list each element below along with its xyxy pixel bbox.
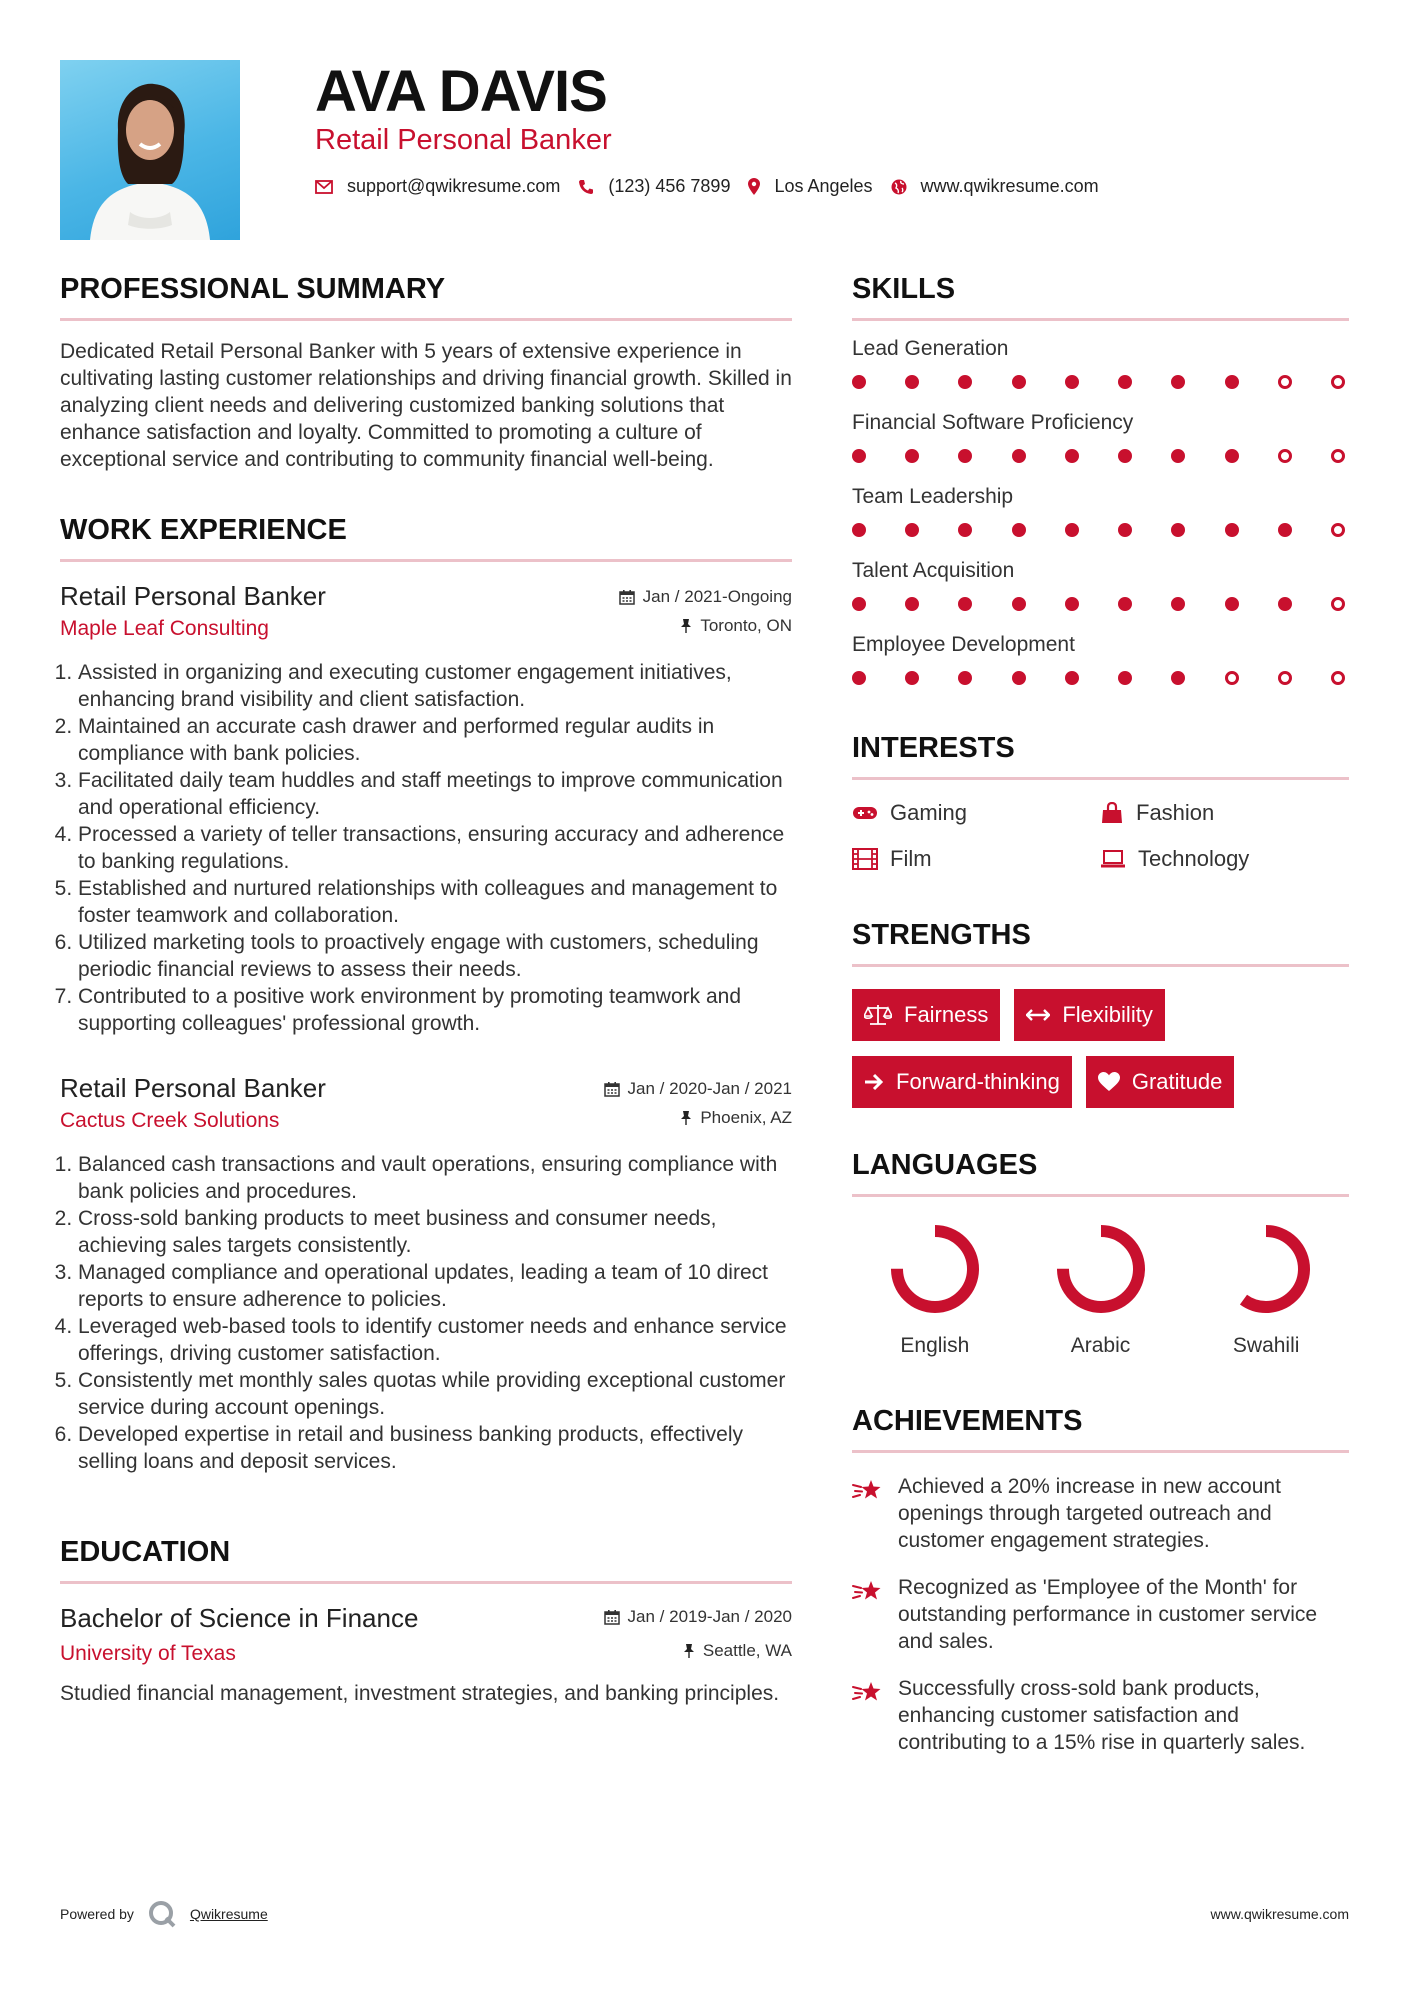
job-location [680, 615, 792, 637]
footer-branding [60, 1900, 268, 1928]
rating-dot-filled [852, 375, 866, 389]
rating-dot-filled [958, 597, 972, 611]
strength-tag [852, 1056, 1072, 1108]
summary-text: Dedicated Retail Personal Banker with 5 years of extensive experience in cultivating lasting customer relationships and driving financial growth. Skilled in analyzing client needs and delivering customized banking solutions that enhance satisfaction and loyalty. Committed to promoting a culture of exceptional service and contributing to community financial well-being. [60, 340, 792, 471]
person-portrait-icon [60, 60, 240, 240]
language-item [852, 1219, 1018, 1358]
calendar-icon [604, 1609, 620, 1625]
section-divider [60, 318, 792, 321]
skill-rating [852, 523, 1345, 537]
rating-dot-filled [1171, 449, 1185, 463]
section-divider [852, 1194, 1349, 1197]
summary-heading: PROFESSIONAL SUMMARY [60, 273, 446, 305]
rating-dot-filled [1278, 597, 1292, 611]
arrows-horizontal-icon [1026, 1008, 1050, 1022]
summary-section [60, 270, 792, 473]
qwikresume-link[interactable]: Qwikresume [189, 1906, 268, 1922]
rating-dot-filled [1118, 375, 1132, 389]
candidate-title: Retail Personal Banker [315, 124, 612, 156]
language-item [1183, 1219, 1349, 1358]
rating-dot-filled [1118, 671, 1132, 685]
language-label: Arabic [1070, 1334, 1131, 1357]
section-divider [852, 318, 1349, 321]
location-text: Los Angeles [774, 176, 873, 196]
rating-dot-filled [958, 375, 972, 389]
rating-dot-filled [905, 449, 919, 463]
job-bullet-item: 1. Balanced cash transactions and vault operations, ensuring compliance with bank policies and procedures. [78, 1151, 792, 1205]
job-bullet-item: 1. Assisted in organizing and executing customer engagement initiatives, enhancing brand visibility and client satisfaction. [78, 659, 792, 713]
rating-dot-filled [905, 671, 919, 685]
job-bullets [60, 1151, 792, 1475]
job-location [680, 1107, 792, 1129]
skill-name: Talent Acquisition [852, 559, 1015, 582]
skills-list [852, 335, 1349, 685]
skills-heading: SKILLS [852, 273, 956, 305]
rating-dot-filled [1012, 597, 1026, 611]
rating-dot-filled [1012, 671, 1026, 685]
rating-dot-filled [1065, 375, 1079, 389]
rating-dot-filled [1065, 597, 1079, 611]
map-pin-icon [748, 178, 760, 195]
education-location-text: Seattle, WA [702, 1641, 792, 1660]
rating-dot-empty [1331, 597, 1345, 611]
achievements-section [852, 1402, 1349, 1756]
section-divider [60, 559, 792, 562]
email-text: support@qwikresume.com [347, 176, 561, 196]
job-title: Retail Personal Banker [60, 581, 326, 611]
skill-name: Team Leadership [852, 485, 1014, 508]
rating-dot-filled [1225, 523, 1239, 537]
skill-name: Financial Software Proficiency [852, 411, 1134, 434]
rating-dot-filled [1065, 671, 1079, 685]
globe-icon [891, 179, 907, 195]
skill-item [852, 631, 1349, 685]
job-entry [60, 1072, 792, 1475]
job-bullet-item: 2. Maintained an accurate cash drawer and performed regular audits in compliance with bank policies. [78, 713, 792, 767]
interest-label: Film [890, 846, 932, 871]
rating-dot-filled [1118, 449, 1132, 463]
skill-item [852, 409, 1349, 463]
pushpin-icon [683, 1643, 695, 1659]
job-bullet-item: 4. Leveraged web-based tools to identify customer needs and enhance service offerings, driving customer satisfaction. [78, 1313, 792, 1367]
job-bullet-item: 2. Cross-sold banking products to meet business and consumer needs, achieving sales targets consistently. [78, 1205, 792, 1259]
rating-dot-filled [1225, 449, 1239, 463]
left-column [60, 270, 792, 1707]
achievement-item [852, 1675, 1349, 1756]
rating-dot-filled [1012, 523, 1026, 537]
strength-label: Gratitude [1131, 1069, 1223, 1094]
job-bullet-item: 5. Established and nurtured relationships with colleagues and management to foster teamwork and collaboration. [78, 875, 792, 929]
envelope-icon [315, 180, 333, 194]
interest-item [1100, 800, 1348, 826]
job-dates-text: Jan / 2021-Ongoing [642, 587, 792, 606]
education-dates-text: Jan / 2019-Jan / 2020 [627, 1607, 792, 1626]
section-divider [852, 964, 1349, 967]
powered-by-text: Powered by [60, 1906, 134, 1922]
job-bullet-item: 5. Consistently met monthly sales quotas while providing exceptional customer service during account openings. [78, 1367, 792, 1421]
company-name: Cactus Creek Solutions [60, 1109, 280, 1132]
calendar-icon [619, 589, 635, 605]
job-dates [619, 586, 792, 608]
skill-rating [852, 375, 1345, 389]
shooting-star-icon [852, 1477, 884, 1503]
job-entry [60, 580, 792, 1037]
rating-dot-filled [905, 597, 919, 611]
job-bullet-item: 3. Managed compliance and operational updates, leading a team of 10 direct reports to ensure adherence to policies. [78, 1259, 792, 1313]
languages-list [852, 1219, 1349, 1358]
job-location-text: Phoenix, AZ [700, 1108, 792, 1127]
language-level-gauge [1051, 1219, 1151, 1319]
job-bullet-item: 6. Developed expertise in retail and business banking products, effectively selling loans and deposit services. [78, 1421, 792, 1475]
language-level-gauge [1216, 1219, 1316, 1319]
interest-label: Fashion [1136, 800, 1215, 825]
interest-label: Gaming [890, 800, 968, 825]
achievements-heading: ACHIEVEMENTS [852, 1405, 1083, 1437]
company-name: Maple Leaf Consulting [60, 617, 269, 640]
section-divider [852, 1450, 1349, 1453]
contact-website[interactable] [891, 176, 1099, 197]
shooting-star-icon [852, 1578, 884, 1604]
job-bullet-item: 6. Utilized marketing tools to proactively engage with customers, scheduling periodic financial reviews to assess their needs. [78, 929, 792, 983]
heart-icon [1098, 1072, 1120, 1092]
achievement-item [852, 1473, 1349, 1554]
shopping-bag-icon [1100, 802, 1124, 824]
achievements-list [852, 1473, 1349, 1756]
skill-item [852, 335, 1349, 389]
gamepad-icon [852, 805, 878, 821]
rating-dot-filled [1065, 523, 1079, 537]
language-level-arc [1063, 1231, 1139, 1307]
rating-dot-filled [1171, 523, 1185, 537]
rating-dot-empty [1225, 671, 1239, 685]
interests-list [852, 800, 1349, 872]
rating-dot-empty [1278, 449, 1292, 463]
strengths-list [852, 989, 1349, 1123]
rating-dot-filled [1278, 523, 1292, 537]
rating-dot-empty [1331, 523, 1345, 537]
jobs-list [60, 580, 792, 1475]
rating-dot-empty [1278, 671, 1292, 685]
calendar-icon [604, 1081, 620, 1097]
skill-name: Employee Development [852, 633, 1075, 656]
rating-dot-empty [1331, 449, 1345, 463]
rating-dot-filled [905, 523, 919, 537]
skill-item [852, 557, 1349, 611]
rating-dot-filled [852, 449, 866, 463]
rating-dot-empty [1331, 671, 1345, 685]
website-text: www.qwikresume.com [920, 176, 1099, 196]
footer-website[interactable]: www.qwikresume.com [1210, 1906, 1349, 1922]
rating-dot-filled [958, 523, 972, 537]
rating-dot-filled [905, 375, 919, 389]
rating-dot-filled [1118, 523, 1132, 537]
rating-dot-filled [1012, 449, 1026, 463]
strength-tag [1014, 989, 1164, 1041]
job-bullet-item: 3. Facilitated daily team huddles and staff meetings to improve communication and operational efficiency. [78, 767, 792, 821]
experience-section [60, 511, 792, 1475]
section-divider [60, 1581, 792, 1584]
section-divider [852, 777, 1349, 780]
rating-dot-filled [852, 597, 866, 611]
contact-email[interactable] [315, 176, 560, 197]
job-location-text: Toronto, ON [700, 616, 792, 635]
language-level-arc [897, 1231, 973, 1307]
strengths-heading: STRENGTHS [852, 919, 1031, 951]
job-dates [604, 1078, 792, 1100]
education-description: Studied financial management, investment strategies, and banking principles. [60, 1682, 780, 1705]
rating-dot-filled [1171, 671, 1185, 685]
rating-dot-filled [958, 449, 972, 463]
rating-dot-filled [852, 671, 866, 685]
pushpin-icon [680, 1110, 692, 1126]
rating-dot-filled [852, 523, 866, 537]
strength-tag [852, 989, 1000, 1041]
skill-item [852, 483, 1349, 537]
education-location [683, 1640, 792, 1662]
laptop-icon [1100, 849, 1126, 869]
skill-rating [852, 597, 1345, 611]
languages-section [852, 1146, 1349, 1358]
contact-bar [315, 176, 1117, 197]
school-name: University of Texas [60, 1642, 236, 1665]
language-label: English [900, 1334, 970, 1357]
skill-rating [852, 671, 1345, 685]
job-title: Retail Personal Banker [60, 1073, 326, 1103]
degree-title: Bachelor of Science in Finance [60, 1603, 419, 1633]
rating-dot-filled [1225, 375, 1239, 389]
strength-label: Fairness [904, 1002, 989, 1027]
phone-text: (123) 456 7899 [608, 176, 731, 196]
balance-scale-icon [864, 1004, 892, 1026]
language-item [1018, 1219, 1184, 1358]
interests-heading: INTERESTS [852, 732, 1015, 764]
education-heading: EDUCATION [60, 1536, 231, 1568]
rating-dot-filled [1171, 597, 1185, 611]
job-bullets [60, 659, 792, 1037]
education-section [60, 1533, 792, 1707]
interest-label: Technology [1138, 846, 1250, 871]
achievement-text: Achieved a 20% increase in new account openings through targeted outreach and customer engagement strategies. [898, 1475, 1281, 1552]
rating-dot-empty [1278, 375, 1292, 389]
shooting-star-icon [852, 1679, 884, 1705]
experience-heading: WORK EXPERIENCE [60, 514, 347, 546]
phone-icon [578, 179, 594, 195]
contact-location [748, 176, 872, 197]
education-dates [604, 1606, 792, 1628]
right-column [852, 270, 1349, 1756]
job-bullet-item: 7. Contributed to a positive work environment by promoting teamwork and supporting colleagues' professional growth. [78, 983, 792, 1037]
rating-dot-filled [1225, 597, 1239, 611]
qwikresume-logo-icon [148, 1900, 176, 1928]
strength-label: Flexibility [1062, 1002, 1153, 1027]
interests-section [852, 729, 1349, 872]
strengths-section [852, 916, 1349, 1123]
arrow-right-icon [864, 1073, 884, 1091]
contact-phone[interactable] [578, 176, 730, 197]
language-level-arc [1228, 1231, 1304, 1307]
candidate-name: AVA DAVIS [315, 59, 607, 124]
languages-heading: LANGUAGES [852, 1149, 1038, 1181]
pushpin-icon [680, 618, 692, 634]
language-label: Swahili [1232, 1334, 1300, 1357]
interest-item [852, 846, 1100, 872]
strength-label: Forward-thinking [896, 1069, 1060, 1094]
skill-name: Lead Generation [852, 337, 1009, 360]
rating-dot-filled [958, 671, 972, 685]
interest-item [852, 800, 1100, 826]
achievement-text: Recognized as 'Employee of the Month' for outstanding performance in customer service and sales. [898, 1576, 1318, 1653]
rating-dot-filled [1171, 375, 1185, 389]
job-bullet-item: 4. Processed a variety of teller transactions, ensuring accuracy and adherence to banking regulations. [78, 821, 792, 875]
rating-dot-filled [1012, 375, 1026, 389]
achievement-item [852, 1574, 1349, 1655]
profile-photo [60, 60, 240, 240]
rating-dot-filled [1118, 597, 1132, 611]
language-level-gauge [885, 1219, 985, 1319]
film-icon [852, 848, 878, 870]
interest-item [1100, 846, 1348, 872]
rating-dot-filled [1065, 449, 1079, 463]
strength-tag [1086, 1056, 1235, 1108]
achievement-text: Successfully cross-sold bank products, enhancing customer satisfaction and contributing to a 15% rise in quarterly sales. [898, 1677, 1306, 1754]
skill-rating [852, 449, 1345, 463]
skills-section [852, 270, 1349, 685]
rating-dot-empty [1331, 375, 1345, 389]
job-dates-text: Jan / 2020-Jan / 2021 [627, 1079, 792, 1098]
